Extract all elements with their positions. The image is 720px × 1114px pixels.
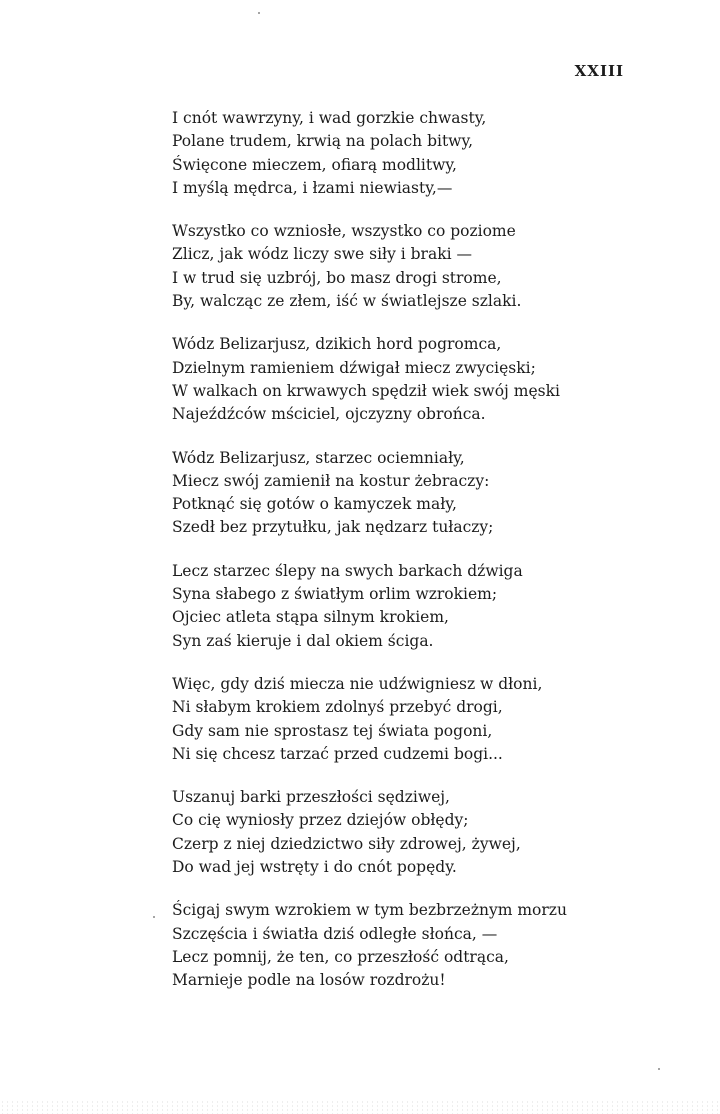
verse-line: I cnót wawrzyny, i wad gorzkie chwasty, xyxy=(172,109,487,127)
verse-line: Wszystko co wzniosłe, wszystko co poziome xyxy=(172,222,516,241)
stanza xyxy=(172,786,632,879)
verse-line: By, walcząc ze złem, iść w światlejsze szlaki. xyxy=(172,292,522,311)
stanza xyxy=(172,899,632,992)
verse-line: Ni słabym krokiem zdolnyś przebyć drogi, xyxy=(172,698,503,717)
verse-line: Do wad jej wstręty i do cnót popędy. xyxy=(172,858,457,877)
verse-line: Syn zaś kieruje i dal okiem ściga. xyxy=(172,631,434,650)
verse-line: Ścigaj swym wzrokiem w tym bezbrzeżnym morzu xyxy=(172,901,567,920)
verse-line: Najeźdźców mściciel, ojczyzny obrońca. xyxy=(172,405,486,424)
verse-line: Ojciec atleta stąpa silnym krokiem, xyxy=(172,608,449,627)
stanza xyxy=(172,447,632,540)
print-speck xyxy=(258,12,260,14)
verse-line: I myślą mędrca, i łzami niewiasty,— xyxy=(172,178,453,197)
poem xyxy=(172,107,632,1013)
verse-line: Wódz Belizarjusz, starzec ociemniały, xyxy=(172,448,465,467)
verse-line: Lecz pomnij, że ten, co przeszłość odtrąca, xyxy=(172,947,509,966)
verse-line: Potknąć się gotów o kamyczek mały, xyxy=(172,495,457,514)
verse-line: Ni się chcesz tarzać przed cudzemi bogi... xyxy=(172,744,503,763)
verse-line: Miecz swój zamienił na kostur żebraczy: xyxy=(172,471,490,490)
scan-noise xyxy=(0,1100,720,1114)
verse-line: Święcone mieczem, ofiarą modlitwy, xyxy=(172,155,457,174)
verse-line: I w trud się uzbrój, bo masz drogi strome, xyxy=(172,268,502,287)
verse-line: Dzielnym ramieniem dźwigał miecz zwycięski; xyxy=(172,358,536,377)
verse-line: Szedł bez przytułku, jak nędzarz tułaczy; xyxy=(172,518,494,537)
verse-line: Więc, gdy dziś miecza nie udźwigniesz w dłoni, xyxy=(172,674,543,693)
verse-line: Syna słabego z światłym orlim wzrokiem; xyxy=(172,585,498,604)
verse-line: Wódz Belizarjusz, dzikich hord pogromca, xyxy=(172,335,502,354)
print-speck xyxy=(658,1068,660,1070)
page-number: XXIII xyxy=(574,62,624,80)
verse-line: Uszanuj barki przeszłości sędziwej, xyxy=(172,788,450,807)
verse-line: Lecz starzec ślepy na swych barkach dźwiga xyxy=(172,561,523,580)
verse-line: Co cię wyniosły przez dziejów obłędy; xyxy=(172,811,469,830)
stanza xyxy=(172,333,632,426)
verse-line: Marnieje podle na losów rozdrożu! xyxy=(172,971,446,990)
verse-line: W walkach on krwawych spędził wiek swój męski xyxy=(172,381,560,400)
verse-line: Szczęścia i światła dziś odległe słońca, — xyxy=(172,924,498,943)
stanza xyxy=(172,673,632,766)
verse-line: Polane trudem, krwią na polach bitwy, xyxy=(172,132,474,151)
verse-line: Gdy sam nie sprostasz tej świata pogoni, xyxy=(172,721,493,740)
stanza xyxy=(172,107,632,200)
verse-line: Zlicz, jak wódz liczy swe siły i braki — xyxy=(172,245,472,264)
stanza xyxy=(172,220,632,313)
verse-line: Czerp z niej dziedzictwo siły zdrowej, żywej, xyxy=(172,834,521,853)
print-speck xyxy=(153,916,155,918)
stanza xyxy=(172,560,632,653)
